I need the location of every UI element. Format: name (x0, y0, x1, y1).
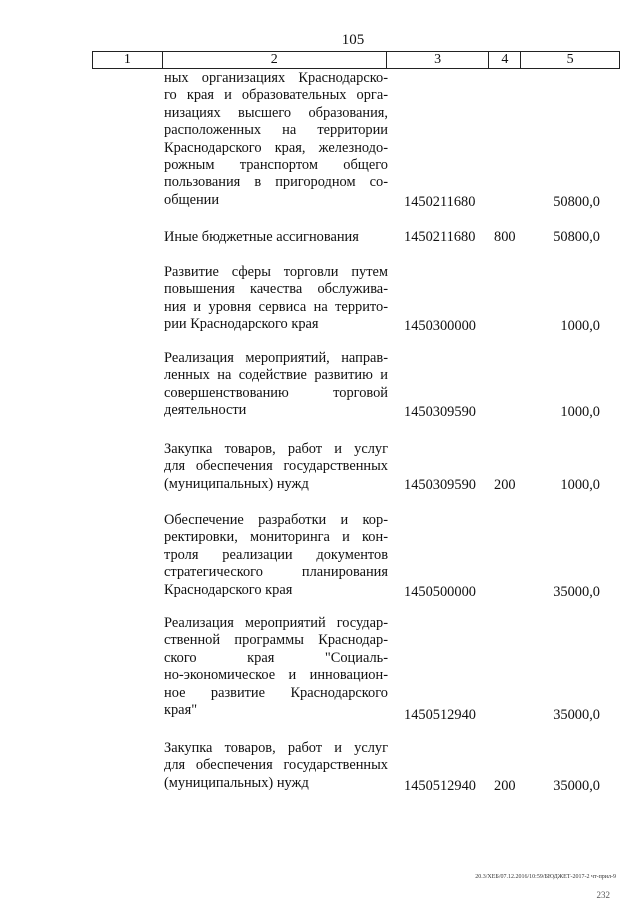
desc-line: (муниципальных) нужд (164, 774, 309, 791)
header-col-3: 3 (387, 52, 490, 68)
desc-line: Развитие сферы торговли путем (164, 264, 388, 280)
amount: 35000,0 (553, 707, 600, 723)
target-code: 1450500000 (404, 584, 476, 600)
desc-line: совершенствованию торговой (164, 384, 388, 401)
desc-line: для обеспечения государственных (164, 458, 388, 475)
target-code: 1450309590 (404, 404, 476, 420)
desc-line: (муниципальных) нужд (164, 475, 309, 492)
header-col-2: 2 (163, 52, 387, 68)
expense-type: 200 (494, 477, 516, 493)
desc-line: ное развитие Краснодарского (164, 684, 388, 701)
desc-line: стратегического планирования (164, 564, 388, 581)
row-description (164, 512, 388, 599)
target-code: 1450300000 (404, 318, 476, 334)
amount: 35000,0 (553, 584, 600, 600)
table-header (92, 51, 620, 69)
desc-line: низациях высшего образования, (164, 104, 388, 121)
desc-line: ского края "Социаль- (164, 649, 388, 666)
desc-line: ректировки, мониторинга и кон- (164, 529, 388, 546)
amount: 50800,0 (553, 194, 600, 210)
desc-line: Реализация мероприятий государ- (164, 615, 388, 631)
amount: 1000,0 (560, 318, 600, 334)
desc-line: ния и уровня сервиса на террито- (164, 298, 388, 315)
expense-type: 200 (494, 778, 516, 794)
desc-line: Реализация мероприятий, направ- (164, 350, 388, 366)
desc-line: ных организациях Краснодарско- (164, 70, 388, 86)
row-description (164, 264, 388, 334)
row-description (164, 229, 388, 246)
desc-line: деятельности (164, 402, 247, 419)
desc-line: для обеспечения государственных (164, 757, 388, 774)
header-col-4: 4 (489, 52, 521, 68)
row-description (164, 350, 388, 420)
desc-line: Иные бюджетные ассигнования (164, 229, 359, 245)
amount: 1000,0 (560, 404, 600, 420)
row-description (164, 615, 388, 719)
desc-line: пользования в пригородном со- (164, 174, 388, 191)
desc-line: ленных на содействие развитию и (164, 367, 388, 384)
desc-line: Краснодарского края, железнодо- (164, 139, 388, 156)
document-footer: 20.3/ХЕБ/07.12.2016/10:59/БЮДЖЕТ-2017-2 чт-прил-9 (475, 874, 616, 880)
desc-line: Обеспечение разработки и кор- (164, 512, 388, 528)
amount: 1000,0 (560, 477, 600, 493)
amount: 50800,0 (553, 229, 600, 245)
target-code: 1450512940 (404, 778, 476, 794)
desc-line: повышения качества обслужива- (164, 281, 388, 298)
desc-line: расположенных на территории (164, 122, 388, 139)
target-code: 1450211680 (404, 229, 476, 245)
desc-line: рожным транспортом общего (164, 157, 388, 174)
row-description (164, 441, 388, 493)
header-col-1: 1 (93, 52, 163, 68)
footer-mark: 232 (596, 890, 610, 900)
desc-line: но-экономическое и инновацион- (164, 667, 388, 684)
row-description (164, 70, 388, 209)
row-description (164, 740, 388, 792)
header-col-5: 5 (566, 52, 574, 67)
amount: 35000,0 (553, 778, 600, 794)
desc-line: Закупка товаров, работ и услуг (164, 740, 388, 756)
desc-line: го края и образовательных орга- (164, 87, 388, 104)
desc-line: края" (164, 702, 198, 719)
target-code: 1450512940 (404, 707, 476, 723)
desc-line: рии Краснодарского края (164, 316, 319, 333)
desc-line: Закупка товаров, работ и услуг (164, 441, 388, 457)
expense-type: 800 (494, 229, 516, 245)
desc-line: общении (164, 191, 220, 208)
target-code: 1450211680 (404, 194, 476, 210)
desc-line: ственной программы Краснодар- (164, 632, 388, 649)
desc-line: Краснодарского края (164, 581, 293, 598)
desc-line: троля реализации документов (164, 546, 388, 563)
page-number: 105 (341, 32, 365, 48)
target-code: 1450309590 (404, 477, 476, 493)
